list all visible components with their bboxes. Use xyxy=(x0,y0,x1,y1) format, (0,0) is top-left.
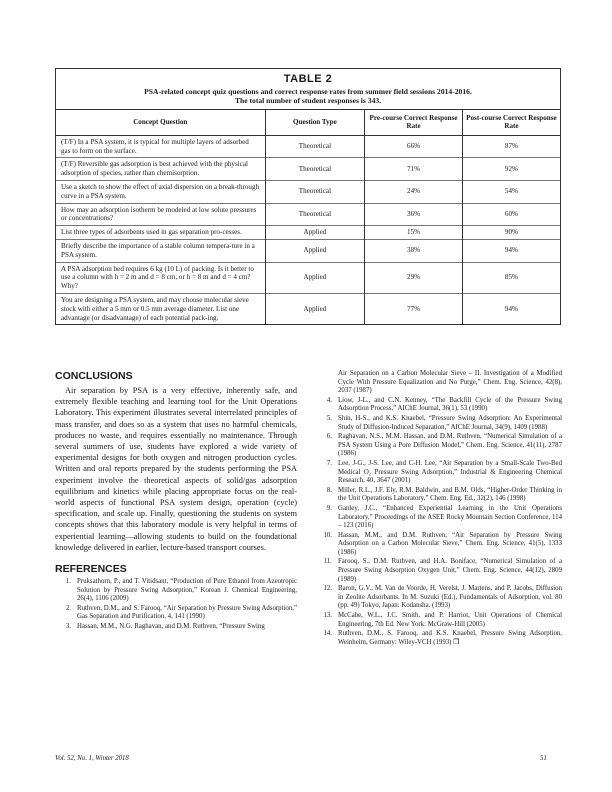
pre-rate-cell: 29% xyxy=(365,262,463,293)
type-cell: Applied xyxy=(265,293,365,324)
reference-number: 13. xyxy=(323,612,332,620)
reference-number: 10. xyxy=(323,531,332,539)
table-header xyxy=(56,69,560,110)
reference-item xyxy=(316,487,562,504)
table-header-row xyxy=(56,110,560,136)
reference-number: 2. xyxy=(65,604,71,612)
question-cell: A PSA adsorption bed requires 6 kg (10 L) of packing. Is it better to use a column with h = 2 m and d = 8 cm, or h = 8 m and d = 4 cm? Why? xyxy=(56,262,265,293)
reference-number: 11. xyxy=(323,558,332,566)
type-cell: Theoretical xyxy=(265,181,365,204)
reference-text: Lee, J-G., J-S. Lee, and C-H. Lee, “Air Separation by a Small-Scale Two-Bed Medical O₂ Pressure Swing Adsorption,” Industrial & Engineering Chemical Research, 40, 3647 (2001) xyxy=(338,459,562,485)
reference-number: 14. xyxy=(323,630,332,638)
question-cell: (T/F) Reversible gas adsorption is best achieved with the physical adsorption of species, rather than chemisorption. xyxy=(56,158,265,181)
post-rate-cell: 87% xyxy=(462,135,560,158)
post-rate-cell: 60% xyxy=(462,203,560,226)
post-rate-cell: 94% xyxy=(462,239,560,262)
reference-list xyxy=(55,578,297,632)
table-row xyxy=(56,239,560,262)
question-cell: You are designing a PSA system, and may choose molecular sieve stock with either a 5 mm or 0.5 mm average diameter. List one advantage (or disadvantage) of each potential pack-ing. xyxy=(56,293,265,324)
reference-text: Raghavan, N.S., M.M. Hassan, and D.M. Ruthven, “Numerical Simulation of a PSA System Using a Pore Diffusion Model,” Chem. Eng. Science, 41(11), 2787 (1986) xyxy=(338,433,562,458)
table-row xyxy=(56,181,560,204)
table-2 xyxy=(55,68,561,325)
conclusions-heading: CONCLUSIONS xyxy=(55,370,133,382)
reference-text: Ruthven, D.M., and S. Farooq, “Air Separation by Pressure Swing Adsorption,” Gas Separation and Purification, 4, 141 (1990) xyxy=(77,604,297,621)
column-header: Pre-course Correct Response Rate xyxy=(365,110,463,136)
pre-rate-cell: 71% xyxy=(365,158,463,181)
reference-number: 5. xyxy=(326,414,332,422)
reference-text: Shin, H-S., and K.S. Knaebel, “Pressure Swing Adsorption: An Experimental Study of Diffusion-Induced Separation,” AIChE Journal, 34(9), 1409 (1988) xyxy=(338,414,562,431)
type-cell: Applied xyxy=(265,262,365,293)
reference-text: Ruthven, D.M., S. Farooq, and K.S. Knaebel, Pressure Swing Adsorption, Weinheim, Germany: Wiley-VCH (1993) ❐ xyxy=(338,630,562,646)
reference-item xyxy=(316,433,562,459)
table-row xyxy=(56,158,560,181)
footer-issue: Vol. 52, No. 1, Winter 2018 xyxy=(55,755,129,762)
table-title: TABLE 2 xyxy=(283,73,333,85)
column-header: Concept Question xyxy=(56,110,265,136)
pre-rate-cell: 15% xyxy=(365,226,463,240)
page-number: 51 xyxy=(540,755,547,762)
question-cell: Briefly describe the importance of a stable column tempera-ture in a PSA system. xyxy=(56,239,265,262)
reference-item xyxy=(316,630,562,647)
reference-number: 12. xyxy=(323,585,332,593)
table-caption-line: The total number of student responses is 343. xyxy=(234,96,382,106)
reference-item xyxy=(55,623,297,632)
table-caption-line: PSA-related concept quiz questions and correct response rates from summer field sessions 2014-2016. xyxy=(144,87,472,96)
reference-text: Hassan, M.M., N.G. Raghavan, and D.M. Ruthven, “Pressure Swing xyxy=(77,623,265,631)
reference-item xyxy=(316,585,562,611)
reference-item xyxy=(316,397,562,414)
reference-number: 7. xyxy=(326,459,332,467)
reference-number: 8. xyxy=(326,486,332,494)
reference-list xyxy=(316,397,562,648)
reference-text: Farooq, S., D.M. Ruthven, and H.A. Boniface, “Numerical Simulation of a Pressure Swing Adsorption Oxygen Unit,” Chem. Eng. Science, 44(12), 2809 (1989) xyxy=(338,558,562,583)
pre-rate-cell: 77% xyxy=(365,293,463,324)
pre-rate-cell: 24% xyxy=(365,181,463,204)
reference-item xyxy=(55,605,297,622)
table-row xyxy=(56,135,560,158)
reference-item xyxy=(316,505,562,531)
reference-item xyxy=(316,415,562,432)
reference-text: Baron, G.V., M. Van de Voorde, H. Verelst, J. Martens, and P. Jacobs, Diffusion in Zeolite Adsorbants. In M. Suzuki (Ed.), Fundamentals of Adsorption, vol. 80 (pp. 49) Tokyo, Japan: Kodansha. (1993) xyxy=(338,585,562,610)
reference-number: 4. xyxy=(326,396,332,404)
post-rate-cell: 54% xyxy=(462,181,560,204)
type-cell: Applied xyxy=(265,239,365,262)
question-cell: (T/F) In a PSA system, it is typical for multiple layers of adsorbed gas to form on the surface. xyxy=(61,137,249,155)
question-cell: Use a sketch to show the effect of axial dispersion on a break-through curve in a PSA system. xyxy=(56,181,265,204)
reference-text: Ganley, J.C., “Enhanced Experiential Learning in the Unit Operations Laboratory,” Proceedings of the ASEE Rocky Mountain Section Conference, 114 – 123 (2016) xyxy=(338,504,562,530)
reference-continuation: Air Separation on a Carbon Molecular Sieve – II. Investigation of a Modified Cycle With Pressure Equalization and No Purge,” Chem. Eng. Science, 42(8), 2037 (1987) xyxy=(338,370,562,395)
left-column xyxy=(55,370,297,633)
question-cell: List three types of adsorbents used in gas separation pro-cesses. xyxy=(56,226,265,240)
reference-item xyxy=(316,460,562,486)
reference-number: 6. xyxy=(326,433,332,441)
right-column xyxy=(316,370,562,648)
pre-rate-cell: 36% xyxy=(365,203,463,226)
table-row xyxy=(56,262,560,293)
pre-rate-cell: 38% xyxy=(365,239,463,262)
reference-item xyxy=(55,578,297,604)
type-cell: Theoretical xyxy=(265,203,365,226)
question-cell: How may an adsorption isotherm be modeled at low solute pressures or concentrations? xyxy=(56,203,265,226)
post-rate-cell: 92% xyxy=(462,158,560,181)
table-row xyxy=(56,203,560,226)
type-cell: Theoretical xyxy=(265,135,365,158)
reference-item xyxy=(316,558,562,584)
type-cell: Applied xyxy=(265,226,365,240)
table-row xyxy=(56,293,560,324)
reference-text: Pruksathorn, P., and T. Vitidsant, “Production of Pure Ethanol from Azeotropic Solution by Pressure Swing Adsorption,” Korean J. Chemical Engineering, 26(4), 1106 (2009) xyxy=(77,578,297,603)
reference-number: 9. xyxy=(326,504,332,512)
reference-text: Liow, J-L., and C.N. Kenney, “The Backfill Cycle of the Pressure Swing Adsorption Process,” AIChE Journal, 36(1), 53 (1990) xyxy=(338,396,562,413)
conclusions-paragraph: Air separation by PSA is a very effective, inherently safe, and extremely flexible teaching and learning tool for the Unit Operations Laboratory. This experiment illustrates several interrelated principles of mass transfer, and does so as a system that uses no harmful chemicals, produces no waste, and requires essentially no maintenance. Through several summers of use, students have explored a wide variety of experimental designs for both oxygen and nitrogen production cycles. Written and oral reports prepared by the students performing the PSA experiment involve the theoretical aspects of solid/gas adsorption equilibrium and kinetics while placing appropriate focus on the real-world aspects of functional PSA system design, operation (cycle) specification, and scale up. Finally, questioning the students on system concepts shows that this laboratory module is very helpful in terms of experiential learning—allowing students to build on the foundational knowledge delivered in earlier, lecture-based transport courses. xyxy=(55,386,297,552)
quiz-table xyxy=(56,110,560,325)
post-rate-cell: 85% xyxy=(462,262,560,293)
reference-item xyxy=(316,612,562,629)
reference-number: 3. xyxy=(65,623,71,631)
post-rate-cell: 90% xyxy=(462,226,560,240)
reference-text: Hassan, M.M., and D.M. Ruthven, “Air Separation by Pressure Swing Adsorption on a Carbon Molecular Sieve,” Chem. Eng. Science, 41(5), 1333 (1986) xyxy=(338,531,562,556)
reference-text: McCabe, W.L., J.C. Smith, and P. Harriot, Unit Operations of Chemical Engineering, 7th Ed. New York: McGraw-Hill (2005) xyxy=(338,612,562,628)
post-rate-cell: 94% xyxy=(462,293,560,324)
reference-number: 1. xyxy=(65,578,71,586)
reference-text: Miller, R.L., J.F. Ely, R.M. Baldwin, and B.M. Olds, “Higher-Order Thinking in the Unit Operations Laboratory,” Chem. Eng. Ed., 32(2), 146 (1998) xyxy=(338,486,562,503)
column-header: Question Type xyxy=(265,110,365,136)
type-cell: Theoretical xyxy=(265,158,365,181)
references-heading: REFERENCES xyxy=(55,563,127,576)
reference-item xyxy=(316,532,562,558)
column-header: Post-course Correct Response Rate xyxy=(462,110,560,136)
table-row xyxy=(56,226,560,240)
pre-rate-cell: 66% xyxy=(365,135,463,158)
